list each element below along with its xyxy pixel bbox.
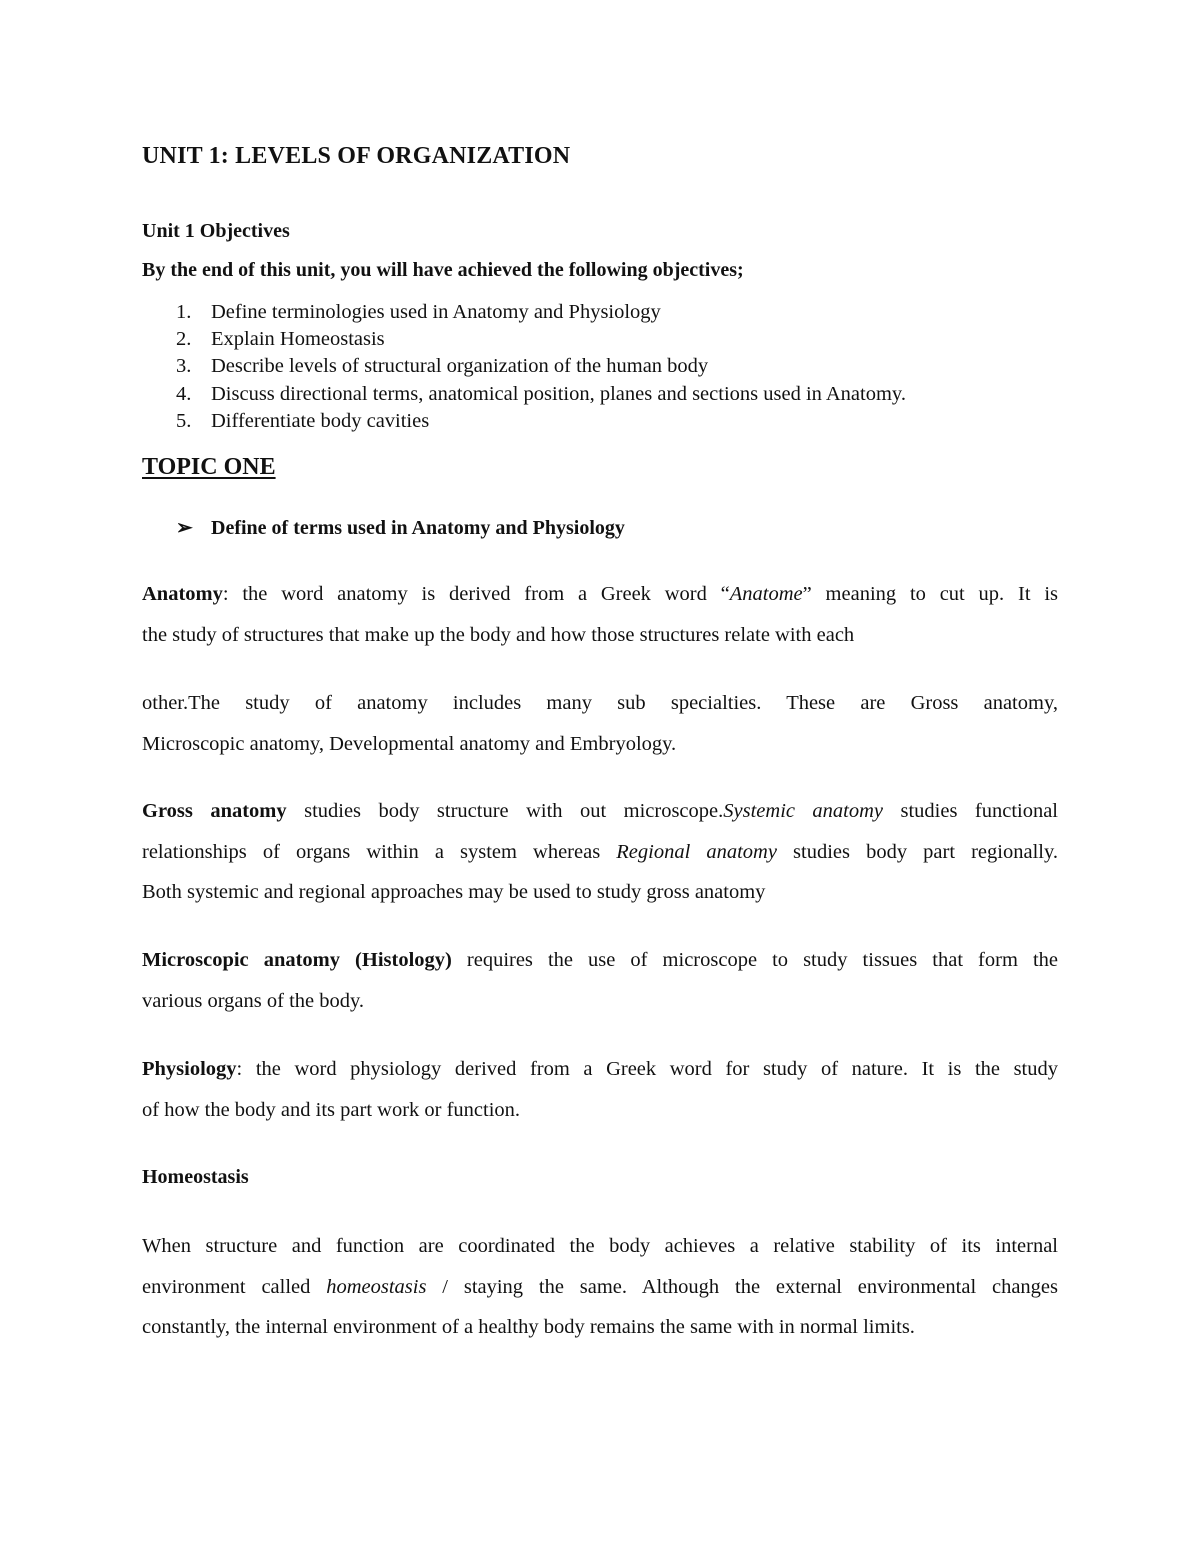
systemic-anatomy-term: Systemic anatomy <box>723 800 884 822</box>
gross-text: studies body part regionally. <box>776 840 1058 863</box>
microscopic-anatomy-term: Microscopic anatomy (Histology) <box>142 949 452 971</box>
objectives-intro: By the end of this unit, you will have achieved the following objectives; <box>142 259 744 281</box>
gross-text: studies body structure with out microscope. <box>286 800 724 822</box>
regional-anatomy-term: Regional anatomy <box>616 840 777 863</box>
objective-text: Discuss directional terms, anatomical position, planes and sections used in Anatomy. <box>211 382 906 405</box>
anatomy-paragraph <box>142 574 1058 655</box>
homeostasis-term: homeostasis <box>326 1275 427 1298</box>
homeostasis-text: environment called <box>142 1275 327 1298</box>
physiology-line: of how the body and its part work or function. <box>142 1098 521 1121</box>
gross-anatomy-term: Gross anatomy <box>142 800 287 822</box>
anatomy-line: other.The study of anatomy includes many sub specialties. These are Gross anatomy, <box>142 692 1058 714</box>
homeostasis-line: When structure and function are coordinated the body achieves a relative stability of its internal <box>142 1235 1058 1257</box>
unit-title: UNIT 1: LEVELS OF ORGANIZATION <box>142 143 571 169</box>
gross-line: Both systemic and regional approaches may be used to study gross anatomy <box>142 881 766 903</box>
anatomy-line: the study of structures that make up the body and how those structures relate with each <box>142 623 855 646</box>
microscopic-anatomy-paragraph <box>142 940 1058 1021</box>
gross-text: relationships of organs within a system whereas <box>142 840 617 863</box>
objectives-heading: Unit 1 Objectives <box>142 220 290 242</box>
objective-number: 1. <box>176 301 192 323</box>
homeostasis-heading: Homeostasis <box>142 1166 249 1188</box>
physiology-line <box>142 1049 1058 1090</box>
homeostasis-text: / staying the same. Although the external environmental changes <box>426 1275 1058 1298</box>
gross-line <box>142 791 1058 832</box>
anatomy-text: ” meaning to cut up. It is <box>802 583 1058 605</box>
gross-text: studies functional <box>883 800 1059 822</box>
microscopic-line: various organs of the body. <box>142 989 365 1012</box>
objective-text: Define terminologies used in Anatomy and Physiology <box>211 301 661 323</box>
objective-number: 4. <box>176 382 192 405</box>
objective-text: Explain Homeostasis <box>211 328 385 351</box>
objective-number: 3. <box>176 355 192 378</box>
greek-word: Anatome <box>729 583 803 605</box>
objective-text: Differentiate body cavities <box>211 409 430 432</box>
objective-text: Describe levels of structural organization of the human body <box>211 355 709 378</box>
homeostasis-line <box>142 1267 1058 1308</box>
anatomy-line <box>142 574 1058 615</box>
physiology-text: : the word physiology derived from a Greek word for study of nature. It is the study <box>236 1058 1058 1080</box>
anatomy-term: Anatomy <box>142 583 223 605</box>
topic-heading: TOPIC ONE <box>142 454 276 480</box>
physiology-term: Physiology <box>142 1058 237 1080</box>
anatomy-line: Microscopic anatomy, Developmental anatomy and Embryology. <box>142 732 677 755</box>
physiology-paragraph <box>142 1049 1058 1130</box>
gross-line <box>142 832 1058 873</box>
homeostasis-line: constantly, the internal environment of a healthy body remains the same with in normal limits. <box>142 1316 915 1338</box>
bullet-heading-row <box>176 515 625 540</box>
anatomy-paragraph-continued <box>142 683 1058 764</box>
microscopic-text: requires the use of microscope to study tissues that form the <box>451 949 1058 971</box>
arrow-bullet-icon: ➢ <box>176 517 193 539</box>
bullet-heading: Define of terms used in Anatomy and Physiology <box>211 517 625 539</box>
homeostasis-paragraph <box>142 1226 1058 1348</box>
gross-anatomy-paragraph <box>142 791 1058 913</box>
anatomy-text: : the word anatomy is derived from a Greek word “ <box>222 583 730 605</box>
microscopic-line <box>142 940 1058 981</box>
objective-number: 2. <box>176 328 192 351</box>
objective-number: 5. <box>176 409 192 432</box>
